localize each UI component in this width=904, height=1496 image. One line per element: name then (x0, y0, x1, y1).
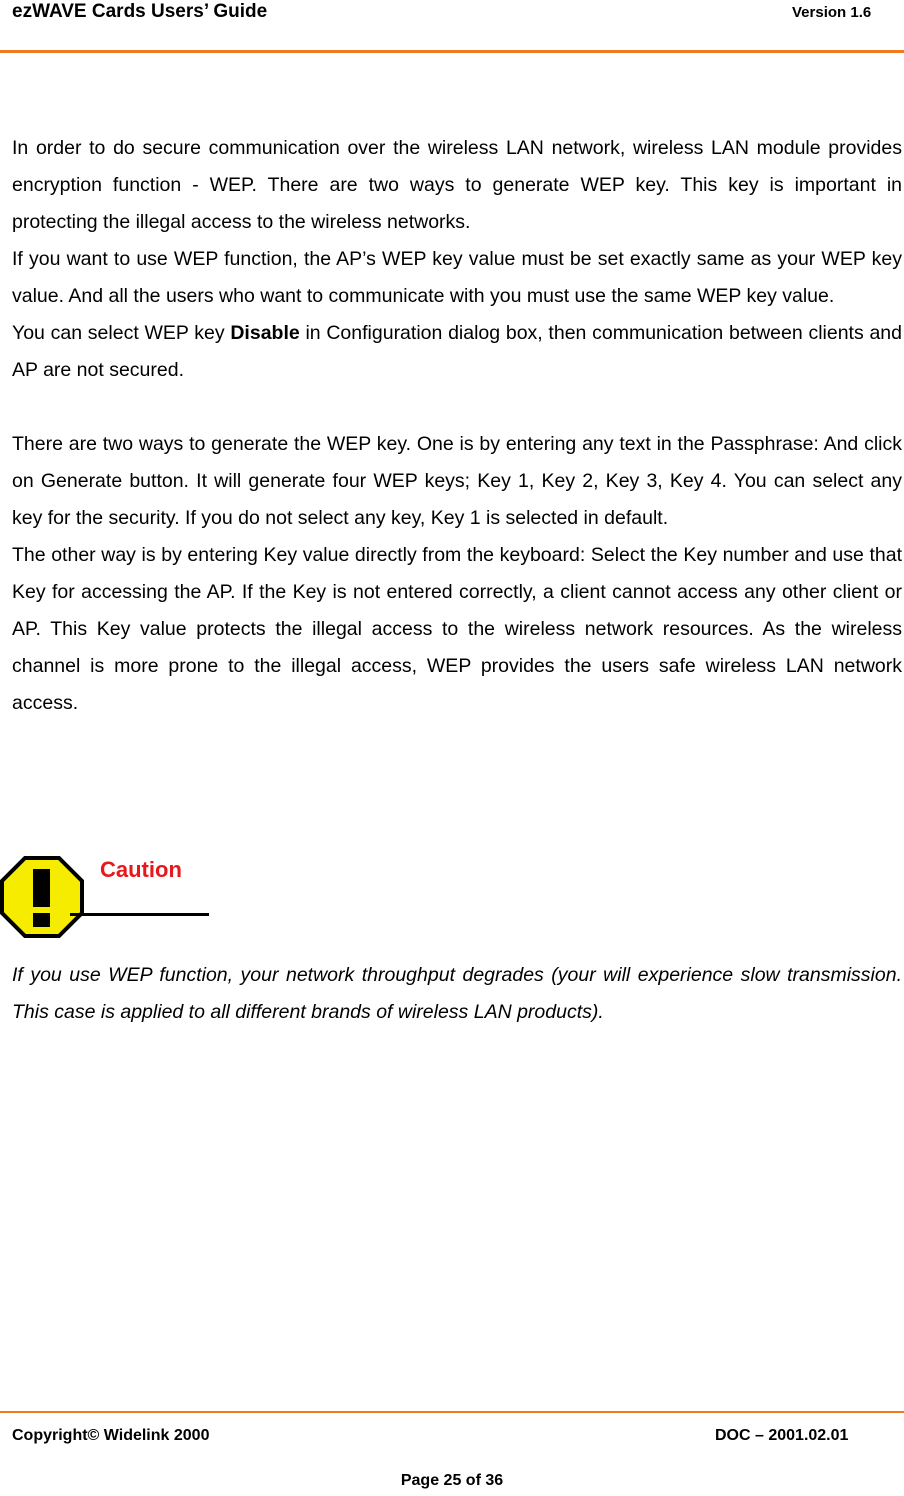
caution-note (12, 957, 902, 1031)
body-text (12, 130, 902, 722)
footer-copyright: Copyright© Widelink 2000 (12, 1427, 210, 1444)
warning-icon (0, 855, 84, 939)
document-title: ezWAVE Cards Users’ Guide (12, 1, 268, 22)
header-divider (0, 50, 904, 53)
footer-page-number: Page 25 of 36 (400, 1472, 504, 1489)
paragraph-passphrase: There are two ways to generate the WEP key. One is by entering any text in the Passphrase: And click on Generate button. It will generate four WEP keys; Key 1, Key 2, Key 3, Key 4. You can select any key for the security. If you do not select any key, Key 1 is selected in default. (12, 433, 902, 529)
caution-label: Caution (100, 857, 182, 882)
footer-divider (0, 1411, 904, 1413)
paragraph-disable: You can select WEP key Disable in Configuration dialog box, then communication between clients and AP are not secured. (12, 322, 902, 381)
disable-term: Disable (230, 322, 300, 344)
caution-heading (0, 855, 220, 939)
caution-underline (70, 913, 209, 916)
paragraph-wep-key-match: If you want to use WEP function, the AP’s WEP key value must be set exactly same as your WEP key value. And all the users who want to communicate with you must use the same WEP key value. (12, 248, 902, 307)
paragraph-intro: In order to do secure communication over the wireless LAN network, wireless LAN module provides encryption function - WEP. There are two ways to generate WEP key. This key is important in protecting the illegal access to the wireless networks. (12, 137, 902, 233)
paragraph-key-value: The other way is by entering Key value directly from the keyboard: Select the Key number and use that Key for accessing the AP. If the Key is not entered correctly, a client cannot access any other client or AP. This Key value protects the illegal access to the wireless network resources. As the wireless channel is more prone to the illegal access, WEP provides the users safe wireless LAN network access. (12, 544, 902, 714)
document-version: Version 1.6 (792, 4, 872, 21)
caution-text: If you use WEP function, your network throughput degrades (your will experience slow transmission. This case is applied to all different brands of wireless LAN products). (12, 964, 902, 1023)
footer-doc-id: DOC – 2001.02.01 (715, 1427, 849, 1444)
